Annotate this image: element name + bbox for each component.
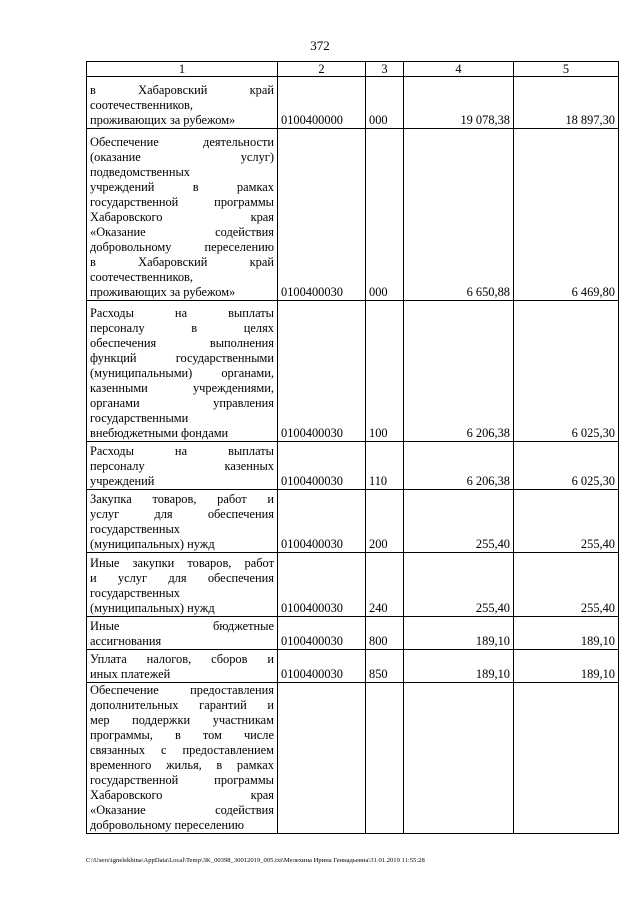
description-line: внебюджетными фондами — [90, 426, 229, 440]
expense-type: 100 — [366, 301, 404, 442]
row-description — [87, 490, 278, 553]
description-line: Обеспечение деятельности — [90, 135, 274, 149]
target-code: 0100400030 — [278, 490, 366, 553]
description-line: учреждений — [90, 474, 155, 488]
description-line: мер поддержки участникам — [90, 713, 274, 727]
description-line: функций государственными — [90, 351, 274, 365]
description-line: «Оказание содействия — [90, 225, 274, 239]
description-line: государственных — [90, 522, 181, 536]
description-line: (муниципальными) органами, — [90, 366, 274, 380]
amount-col-5: 189,10 — [514, 617, 619, 650]
amount-col-4 — [404, 683, 514, 834]
target-code: 0100400030 — [278, 129, 366, 301]
amount-col-4: 189,10 — [404, 617, 514, 650]
description-line: Уплата налогов, сборов и — [90, 652, 274, 666]
description-line: казенными учреждениями, — [90, 381, 274, 395]
row-description — [87, 77, 278, 129]
description-line: услуг для обеспечения — [90, 507, 274, 521]
description-line: Закупка товаров, работ и — [90, 492, 274, 506]
amount-col-4: 255,40 — [404, 490, 514, 553]
description-line: иных платежей — [90, 667, 171, 681]
description-line: государственной программы — [90, 195, 274, 209]
description-line: «Оказание содействия — [90, 803, 274, 817]
description-line: (муниципальных) нужд — [90, 537, 215, 551]
description-line: Иные бюджетные — [90, 619, 274, 633]
amount-col-5: 6 469,80 — [514, 129, 619, 301]
amount-col-5: 6 025,30 — [514, 301, 619, 442]
amount-col-4: 255,40 — [404, 553, 514, 617]
description-line: в Хабаровский край — [90, 255, 274, 269]
description-line: связанных с предоставлением — [90, 743, 274, 757]
expense-type: 800 — [366, 617, 404, 650]
table-row — [87, 442, 619, 490]
header-col-1: 1 — [87, 62, 278, 77]
amount-col-4: 189,10 — [404, 650, 514, 683]
description-line: органами управления — [90, 396, 274, 410]
expense-type: 200 — [366, 490, 404, 553]
amount-col-5: 6 025,30 — [514, 442, 619, 490]
table-row — [87, 650, 619, 683]
description-line: проживающих за рубежом» — [90, 113, 236, 127]
amount-col-5 — [514, 683, 619, 834]
description-line: временного жилья, в рамках — [90, 758, 274, 772]
amount-col-5: 189,10 — [514, 650, 619, 683]
row-description — [87, 617, 278, 650]
description-line: Расходы на выплаты — [90, 306, 274, 320]
table-row — [87, 617, 619, 650]
amount-col-4: 6 206,38 — [404, 301, 514, 442]
description-line: Хабаровского края — [90, 210, 274, 224]
header-col-3: 3 — [366, 62, 404, 77]
table-row — [87, 490, 619, 553]
description-line: государственными — [90, 411, 189, 425]
description-line: учреждений в рамках — [90, 180, 274, 194]
amount-col-4: 19 078,38 — [404, 77, 514, 129]
file-path-footer: C:\Users\ignelekhina\AppData\Local\Temp\3K_00398_30012019_005.txt\Мелехина Ирина Геннадьевна\31.01.2019 11:55:28 — [86, 857, 425, 864]
description-line: Хабаровского края — [90, 788, 274, 802]
table-row — [87, 553, 619, 617]
description-line: и услуг для обеспечения — [90, 571, 274, 585]
row-description — [87, 553, 278, 617]
description-line: (муниципальных) нужд — [90, 601, 215, 615]
description-line: добровольному переселению — [90, 818, 245, 832]
description-line: государственных — [90, 586, 181, 600]
description-line: соотечественников, — [90, 98, 193, 112]
header-col-4: 4 — [404, 62, 514, 77]
description-line: Обеспечение предоставления — [90, 683, 274, 697]
description-line: добровольному переселению — [90, 240, 274, 254]
target-code: 0100400030 — [278, 553, 366, 617]
description-line: (оказание услуг) — [90, 150, 274, 164]
description-line: проживающих за рубежом» — [90, 285, 236, 299]
header-col-2: 2 — [278, 62, 366, 77]
expense-type: 240 — [366, 553, 404, 617]
table-row — [87, 129, 619, 301]
expense-type — [366, 683, 404, 834]
row-description — [87, 129, 278, 301]
expense-type: 110 — [366, 442, 404, 490]
amount-col-5: 255,40 — [514, 490, 619, 553]
expense-type: 000 — [366, 129, 404, 301]
row-description — [87, 442, 278, 490]
target-code: 0100400030 — [278, 617, 366, 650]
description-line: программы, в том числе — [90, 728, 274, 742]
expense-type: 850 — [366, 650, 404, 683]
description-line: в Хабаровский край — [90, 83, 274, 97]
target-code: 0100400030 — [278, 650, 366, 683]
expense-type: 000 — [366, 77, 404, 129]
description-line: обеспечения выполнения — [90, 336, 274, 350]
amount-col-5: 18 897,30 — [514, 77, 619, 129]
row-description — [87, 650, 278, 683]
table-row — [87, 77, 619, 129]
description-line: персоналу в целях — [90, 321, 274, 335]
target-code — [278, 683, 366, 834]
amount-col-5: 255,40 — [514, 553, 619, 617]
table-row — [87, 683, 619, 834]
target-code: 0100400030 — [278, 442, 366, 490]
amount-col-4: 6 650,88 — [404, 129, 514, 301]
description-line: подведомственных — [90, 165, 190, 179]
row-description — [87, 683, 278, 834]
page-number: 372 — [310, 38, 330, 53]
budget-table — [86, 61, 619, 834]
description-line: соотечественников, — [90, 270, 193, 284]
header-row — [87, 62, 619, 77]
header-col-5: 5 — [514, 62, 619, 77]
target-code: 0100400030 — [278, 301, 366, 442]
description-line: персоналу казенных — [90, 459, 274, 473]
description-line: Иные закупки товаров, работ — [90, 556, 274, 570]
description-line: ассигнования — [90, 634, 162, 648]
amount-col-4: 6 206,38 — [404, 442, 514, 490]
description-line: государственной программы — [90, 773, 274, 787]
description-line: Расходы на выплаты — [90, 444, 274, 458]
row-description — [87, 301, 278, 442]
table-row — [87, 301, 619, 442]
target-code: 0100400000 — [278, 77, 366, 129]
description-line: дополнительных гарантий и — [90, 698, 274, 712]
